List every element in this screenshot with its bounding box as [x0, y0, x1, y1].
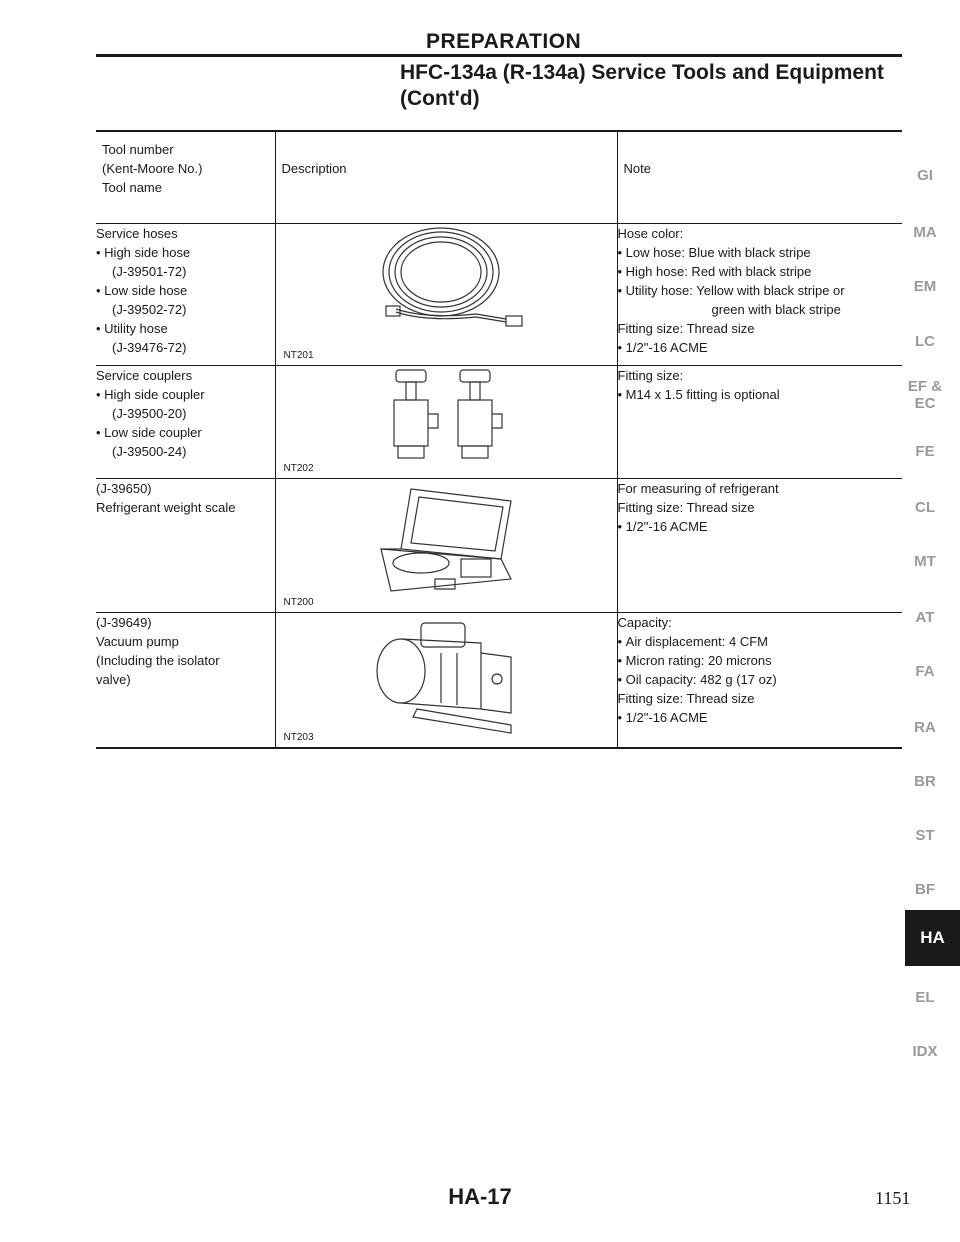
tool-line: (J-39650)	[96, 481, 152, 496]
section-tab[interactable]: FA	[915, 663, 935, 680]
print-page-number: 1151	[875, 1188, 911, 1208]
figure-code: NT202	[283, 463, 314, 474]
header-tool-line: Tool name	[102, 180, 162, 195]
page-title	[400, 60, 920, 112]
section-tab[interactable]: MA	[913, 224, 937, 241]
note-line: • Utility hose: Yellow with black stripe or	[618, 281, 903, 300]
note-line: • Air displacement: 4 CFM	[618, 632, 903, 651]
tool-line: • Low side hose	[96, 281, 275, 300]
service-hose-illustration	[356, 224, 536, 344]
note-line: • 1/2"-16 ACME	[618, 517, 903, 536]
figure-cell	[275, 613, 617, 749]
note-cell	[617, 613, 902, 749]
note-line: Fitting size:	[617, 368, 684, 383]
note-line: • Micron rating: 20 microns	[618, 651, 903, 670]
tool-cell	[96, 479, 275, 613]
tool-line: (J-39476-72)	[112, 340, 187, 355]
tool-line: • High side hose	[96, 243, 275, 262]
figure-cell	[275, 479, 617, 613]
note-line: • M14 x 1.5 fitting is optional	[618, 385, 903, 404]
note-line: Capacity:	[617, 615, 672, 630]
section-tab[interactable]: BR	[914, 773, 936, 790]
table-row	[96, 479, 902, 613]
tool-line: Service couplers	[96, 368, 193, 383]
tool-line: (J-39649)	[96, 615, 152, 630]
note-line: Fitting size: Thread size	[617, 500, 755, 515]
tool-line: (Including the isolator	[96, 653, 220, 668]
tool-line: Service hoses	[96, 226, 178, 241]
page-title-line2: (Cont'd)	[400, 87, 480, 110]
section-tab[interactable]: LC	[915, 333, 935, 350]
figure-cell	[275, 224, 617, 366]
page-number: HA-17	[448, 1184, 512, 1209]
section-tab[interactable]: EF &	[907, 378, 943, 395]
note-cell	[617, 366, 902, 479]
section-tab[interactable]: CL	[915, 499, 935, 516]
section-tab-active[interactable]: HA	[905, 910, 960, 966]
figure-code: NT201	[283, 350, 314, 361]
tool-line: Refrigerant weight scale	[96, 500, 236, 515]
tool-line: • Utility hose	[96, 319, 275, 338]
note-cell	[617, 224, 902, 366]
note-line: green with black stripe	[711, 302, 841, 317]
tool-cell	[96, 224, 275, 366]
note-line: Hose color:	[617, 226, 684, 241]
section-tab[interactable]: IDX	[912, 1043, 938, 1060]
section-tab[interactable]: MT	[914, 553, 936, 570]
tool-line: Vacuum pump	[96, 634, 179, 649]
page-title-line1: HFC-134a (R-134a) Service Tools and Equipment	[400, 61, 884, 84]
section-tab[interactable]: EM	[913, 278, 937, 295]
note-line: • 1/2"-16 ACME	[618, 708, 903, 727]
section-tab[interactable]: AT	[915, 609, 935, 626]
figure-cell	[275, 366, 617, 479]
note-line: Fitting size: Thread size	[617, 691, 755, 706]
figure-code: NT200	[283, 597, 314, 608]
note-cell	[617, 479, 902, 613]
header-tool	[96, 131, 275, 224]
tool-line: (J-39500-24)	[112, 444, 187, 459]
weight-scale-illustration	[361, 479, 531, 599]
note-line: Fitting size: Thread size	[617, 321, 755, 336]
note-line: For measuring of refrigerant	[617, 481, 779, 496]
header-description: Description	[275, 131, 617, 224]
tools-table	[96, 130, 902, 749]
section-tab[interactable]: EL	[915, 989, 935, 1006]
section-tab[interactable]: RA	[914, 719, 936, 736]
section-tab[interactable]: GI	[917, 167, 933, 184]
note-line: • 1/2"-16 ACME	[618, 338, 903, 357]
tool-cell	[96, 366, 275, 479]
section-tab[interactable]: EC	[914, 395, 936, 412]
note-line: • Low hose: Blue with black stripe	[618, 243, 903, 262]
table-header-row	[96, 131, 902, 224]
tool-line: • High side coupler	[96, 385, 275, 404]
tool-line: (J-39500-20)	[112, 406, 187, 421]
note-line: • Oil capacity: 482 g (17 oz)	[618, 670, 903, 689]
tool-line: valve)	[96, 672, 131, 687]
title-rule	[96, 54, 902, 57]
note-line: • High hose: Red with black stripe	[618, 262, 903, 281]
service-coupler-illustration	[366, 366, 526, 466]
tool-line: • Low side coupler	[96, 423, 275, 442]
section-tab[interactable]: BF	[915, 881, 935, 898]
tool-line: (J-39502-72)	[112, 302, 187, 317]
header-tool-line: (Kent-Moore No.)	[102, 161, 203, 176]
table-row	[96, 224, 902, 366]
header-tool-line: Tool number	[102, 142, 174, 157]
table-row	[96, 366, 902, 479]
figure-code: NT203	[283, 732, 314, 743]
header-note: Note	[617, 131, 902, 224]
section-title: PREPARATION	[426, 30, 582, 53]
table-row	[96, 613, 902, 749]
vacuum-pump-illustration	[361, 613, 531, 739]
tool-cell	[96, 613, 275, 749]
section-tab[interactable]: ST	[915, 827, 935, 844]
tool-line: (J-39501-72)	[112, 264, 187, 279]
section-tab[interactable]: FE	[915, 443, 935, 460]
